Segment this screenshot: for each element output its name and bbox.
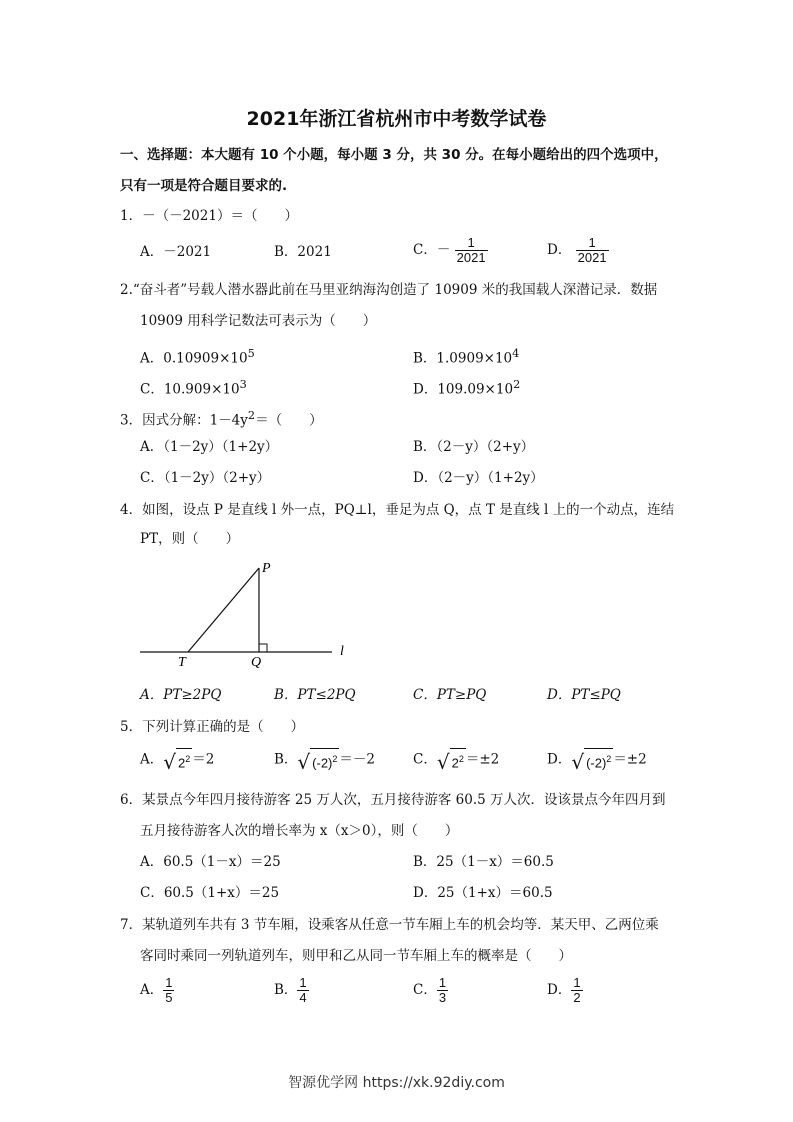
- question-2-option-a: A．$0.10909\times 10^5$: [140, 347, 255, 367]
- question-4-option-c: C．PT≥PQ: [413, 687, 487, 703]
- question-5-option-d: D． √ $(-2)^2$ ＝±2: [547, 748, 647, 772]
- footer-watermark: 智源优学网 https://xk.92diy.com: [288, 1075, 505, 1091]
- question-4-stem-line2: PT，则（ ）: [140, 531, 240, 547]
- question-2-option-d: D．$109.09\times 10^2$: [413, 378, 521, 398]
- square-root: √ $(-2)^2$: [297, 748, 339, 772]
- question-4-stem-line1: 4．如图，设点 P 是直线 l 外一点，PQ⊥l，垂足为点 Q，点 T 是直线 l 上的一个动点，连结: [120, 502, 675, 518]
- question-5-stem: 5．下列计算正确的是（ ）: [120, 719, 305, 735]
- question-6-option-c: C．60.5（1+x）＝25: [140, 885, 280, 901]
- question-6-option-b: B．25（1－x）＝60.5: [413, 854, 554, 870]
- geometry-figure: [140, 558, 360, 670]
- question-4-option-d: D．PT≤PQ: [547, 687, 621, 703]
- question-4-option-b: B．PT≤2PQ: [274, 687, 356, 703]
- point-q-label: Q: [251, 655, 262, 670]
- option-label: C．－: [413, 242, 451, 258]
- square-root: √ $(-2)^2$: [571, 748, 613, 772]
- square-root: √ $2^2$: [437, 748, 466, 772]
- fraction: $\frac{1}{2021}$: [577, 235, 607, 265]
- question-5-option-b: B． √ $(-2)^2$ ＝－2: [274, 748, 375, 772]
- fraction: $\frac{1}{3}$: [438, 975, 447, 1005]
- question-5-option-a: A． √ $2^2$ ＝2: [140, 748, 214, 772]
- question-3-stem: 3．因式分解：$1-4y^2=$（ ）: [120, 409, 323, 429]
- question-5-option-c: C． √ $2^2$ ＝±2: [413, 748, 499, 772]
- question-3-option-c: C．（1－2y）（2+y）: [140, 470, 271, 486]
- question-2-stem-line2: 10909 用科学记数法可表示为（ ）: [140, 313, 377, 329]
- question-3-option-a: A．（1－2y）（1+2y）: [140, 439, 279, 455]
- right-angle-mark: [259, 644, 267, 652]
- question-6-option-a: A．60.5（1－x）＝25: [140, 854, 281, 870]
- question-7-stem-line1: 7．某轨道列车共有 3 节车厢，设乘客从任意一节车厢上车的机会均等．某天甲、乙两位乘: [120, 917, 659, 933]
- question-6-option-d: D．25（1+x）＝60.5: [413, 885, 553, 901]
- fraction: $\frac{1}{2021}$: [456, 235, 486, 265]
- point-p-label: P: [262, 561, 271, 576]
- segment-pt: [188, 568, 259, 652]
- fraction: $\frac{1}{5}$: [165, 975, 173, 1005]
- question-1-option-d: [547, 236, 609, 265]
- page-title: 2021年浙江省杭州市中考数学试卷: [246, 108, 547, 130]
- question-7-stem-line2: 客同时乘同一列轨道列车，则甲和乙从同一节车厢上车的概率是（ ）: [140, 948, 572, 964]
- question-2-option-c: C．$10.909\times 10^3$: [140, 378, 247, 398]
- question-7-option-b: B． $\frac{1}{4}$: [274, 975, 307, 1005]
- question-3-option-b: B．（2－y）（2+y）: [413, 439, 535, 455]
- fraction: $\frac{1}{4}$: [299, 975, 307, 1005]
- point-t-label: T: [178, 655, 186, 670]
- question-6-stem-line1: 6．某景点今年四月接待游客 25 万人次，五月接待游客 60.5 万人次．设该景点今年四月到: [120, 792, 666, 808]
- question-7-option-a: A． $\frac{1}{5}$: [140, 975, 173, 1005]
- question-1-option-a: A．－2021: [140, 244, 212, 260]
- question-4-option-a: A．PT≥2PQ: [140, 687, 222, 703]
- question-1-option-b: B．2021: [274, 244, 332, 260]
- question-3-option-d: D．（2－y）（1+2y）: [413, 470, 544, 486]
- question-2-option-b: B．$1.0909\times 10^4$: [413, 347, 520, 367]
- question-1-option-c: [413, 236, 488, 265]
- square-root: √ $2^2$: [163, 748, 192, 772]
- question-1-stem: 1．－（－2021）＝（ ）: [120, 208, 298, 224]
- section-instructions-line2: 只有一项是符合题目要求的.: [120, 178, 288, 194]
- question-7-option-d: D． $\frac{1}{2}$: [547, 975, 581, 1005]
- line-l-label: l: [340, 644, 344, 659]
- question-6-stem-line2: 五月接待游客人次的增长率为 x（x＞0），则（ ）: [140, 823, 459, 839]
- section-instructions-line1: 一、选择题：本大题有 10 个小题，每小题 3 分，共 30 分。在每小题给出的四个选项中，: [120, 147, 668, 163]
- option-label: D．: [547, 242, 572, 258]
- question-7-option-c: C． $\frac{1}{3}$: [413, 975, 447, 1005]
- fraction: $\frac{1}{2}$: [573, 975, 581, 1005]
- question-2-stem-line1: 2.“奋斗者”号载人潜水器此前在马里亚纳海沟创造了 10909 米的我国载人深潜记录．数据: [120, 282, 658, 298]
